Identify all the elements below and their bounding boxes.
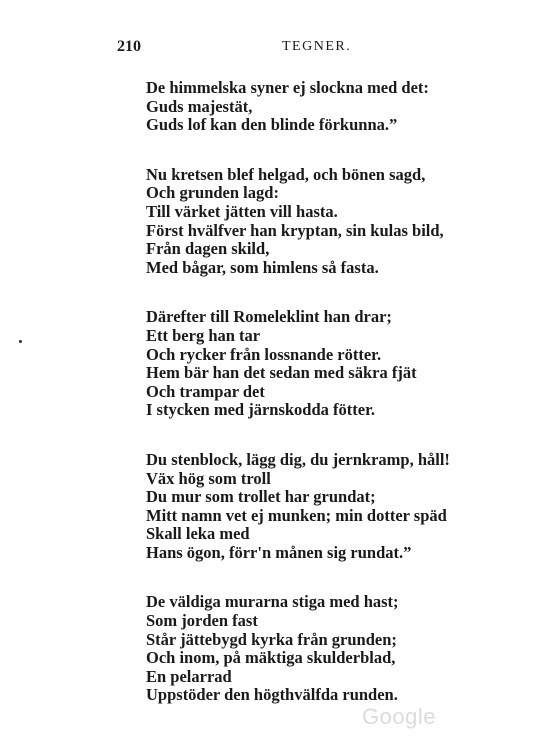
poem-line: De himmelska syner ej slockna med det: — [146, 78, 429, 97]
poem-line: Du mur som trollet har grundat; — [146, 487, 376, 507]
poem-line: Väx hög som troll — [146, 468, 271, 488]
page-number: 210 — [117, 38, 141, 55]
poem-line: Först hvälfver han kryptan, sin kulas bild, — [146, 220, 444, 240]
poem-line: Och rycker från lossnande rötter. — [146, 344, 382, 364]
poem-line: Och trampar det — [146, 381, 265, 401]
poem-line: Guds majestät, — [146, 96, 253, 116]
stanza — [146, 308, 546, 420]
running-head: TEGNER. — [282, 39, 352, 54]
poem-line: Uppstöder den högthvälfda runden. — [146, 685, 398, 705]
poem-line: De väldiga murarna stiga med hast; — [146, 592, 399, 612]
poem-line: Mitt namn vet ej munken; min dotter späd — [146, 505, 447, 525]
stanza — [146, 593, 546, 705]
poem-body — [146, 79, 546, 736]
poem-line: Nu kretsen blef helgad, och bönen sagd, — [146, 164, 426, 184]
poem-line: Därefter till Romeleklint han drar; — [146, 307, 392, 327]
poem-line: Från dagen skild, — [146, 239, 270, 259]
poem-line: Och grunden lagd: — [146, 183, 279, 203]
stanza — [146, 451, 546, 563]
poem-line: I stycken med järnskodda fötter. — [146, 400, 376, 420]
stanza — [146, 79, 546, 135]
poem-line: Med bågar, som himlens så fasta. — [146, 257, 379, 277]
poem-line: Står jättebygd kyrka från grunden; — [146, 629, 397, 649]
poem-line: Hans ögon, förr'n månen sig rundat.” — [146, 542, 412, 562]
poem-line: Som jorden fast — [146, 611, 258, 631]
stanza — [146, 166, 546, 278]
page-header — [0, 38, 560, 58]
poem-line: Till värket jätten vill hasta. — [146, 201, 338, 221]
google-watermark: Google — [362, 704, 436, 729]
poem-line: Och inom, på mäktiga skulderblad, — [146, 648, 396, 668]
poem-line: Guds lof kan den blinde förkunna.” — [146, 115, 398, 135]
poem-line: Ett berg han tar — [146, 325, 261, 345]
stray-ink-mark — [19, 340, 22, 343]
poem-line: Du stenblock, lägg dig, du jernkramp, håll! — [146, 449, 450, 469]
poem-line: En pelarrad — [146, 666, 232, 686]
poem-line: Hem bär han det sedan med säkra fjät — [146, 363, 417, 383]
poem-line: Skall leka med — [146, 524, 250, 544]
